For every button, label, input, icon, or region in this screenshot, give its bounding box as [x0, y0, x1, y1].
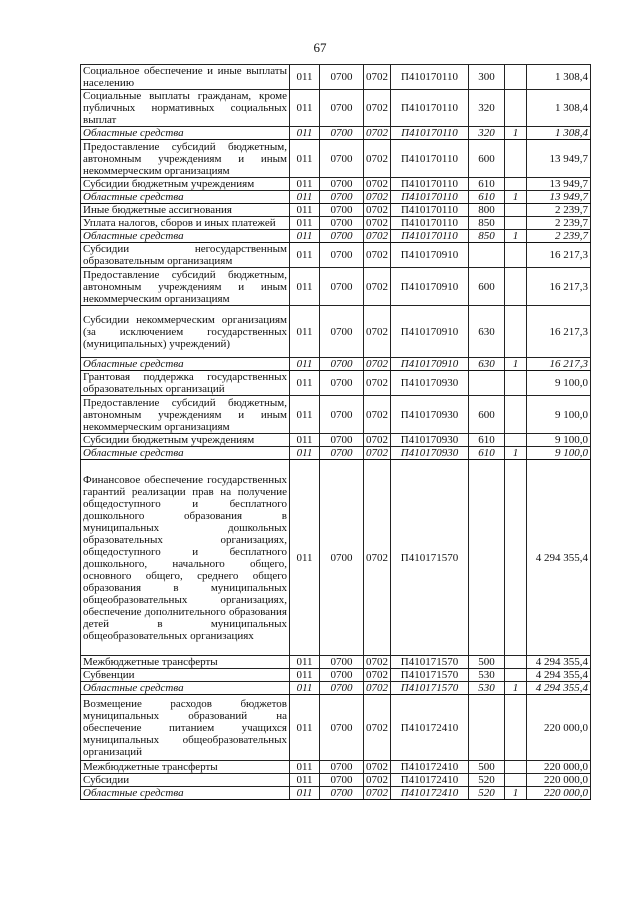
row-rz: 0700 [320, 447, 364, 460]
row-src [505, 434, 527, 447]
row-src [505, 774, 527, 787]
row-sum: 16 217,3 [527, 268, 591, 306]
row-vr: 530 [469, 669, 505, 682]
row-ved: 011 [290, 90, 320, 127]
row-name: Субсидии некоммерческим организациям (за исключением государственных (муниципальных) учреждений) [81, 306, 290, 358]
row-ved: 011 [290, 447, 320, 460]
row-name: Иные бюджетные ассигнования [81, 204, 290, 217]
row-vr: 500 [469, 761, 505, 774]
row-pr: 0702 [364, 774, 391, 787]
row-ved: 011 [290, 127, 320, 140]
row-sum: 220 000,0 [527, 774, 591, 787]
table-row [81, 434, 591, 447]
row-name: Социальное обеспечение и иные выплаты населению [81, 65, 290, 90]
row-rz: 0700 [320, 787, 364, 800]
row-vr [469, 243, 505, 268]
row-pr: 0702 [364, 178, 391, 191]
row-vr [469, 695, 505, 761]
row-ved: 011 [290, 140, 320, 178]
row-pr: 0702 [364, 204, 391, 217]
row-sum: 4 294 355,4 [527, 669, 591, 682]
table-row [81, 460, 591, 656]
table-row [81, 90, 591, 127]
row-name: Областные средства [81, 127, 290, 140]
row-csr: П410170930 [391, 447, 469, 460]
row-sum: 2 239,7 [527, 217, 591, 230]
row-sum: 13 949,7 [527, 191, 591, 204]
row-csr: П410172410 [391, 787, 469, 800]
row-ved: 011 [290, 204, 320, 217]
row-csr: П410170110 [391, 140, 469, 178]
row-src [505, 371, 527, 396]
row-vr: 320 [469, 90, 505, 127]
row-name: Предоставление субсидий бюджетным, автономным учреждениям и иным некоммерческим организациям [81, 140, 290, 178]
page-number: 67 [313, 40, 327, 55]
row-src: 1 [505, 682, 527, 695]
table-row [81, 371, 591, 396]
row-src: 1 [505, 230, 527, 243]
row-rz: 0700 [320, 230, 364, 243]
row-csr: П410170910 [391, 358, 469, 371]
row-pr: 0702 [364, 396, 391, 434]
row-ved: 011 [290, 656, 320, 669]
row-pr: 0702 [364, 306, 391, 358]
row-vr: 320 [469, 127, 505, 140]
row-name: Областные средства [81, 358, 290, 371]
row-vr: 630 [469, 358, 505, 371]
row-src [505, 243, 527, 268]
table-row [81, 695, 591, 761]
row-rz: 0700 [320, 396, 364, 434]
row-src [505, 460, 527, 656]
row-pr: 0702 [364, 191, 391, 204]
table-row [81, 787, 591, 800]
row-rz: 0700 [320, 306, 364, 358]
row-name: Возмещение расходов бюджетов муниципальных образований на обеспечение питанием учащихся муниципальных общеобразовательных организаций [81, 695, 290, 761]
row-sum: 9 100,0 [527, 396, 591, 434]
row-ved: 011 [290, 306, 320, 358]
row-csr: П410170110 [391, 127, 469, 140]
row-src [505, 695, 527, 761]
row-vr: 850 [469, 217, 505, 230]
row-src [505, 306, 527, 358]
row-rz: 0700 [320, 268, 364, 306]
row-sum: 9 100,0 [527, 371, 591, 396]
row-name: Субсидии бюджетным учреждениям [81, 434, 290, 447]
row-csr: П410170930 [391, 371, 469, 396]
row-rz: 0700 [320, 65, 364, 90]
row-rz: 0700 [320, 358, 364, 371]
row-vr: 500 [469, 656, 505, 669]
row-name: Предоставление субсидий бюджетным, автономным учреждениям и иным некоммерческим организациям [81, 268, 290, 306]
row-csr: П410170110 [391, 230, 469, 243]
row-vr: 600 [469, 396, 505, 434]
row-vr: 610 [469, 434, 505, 447]
row-pr: 0702 [364, 268, 391, 306]
row-ved: 011 [290, 434, 320, 447]
row-pr: 0702 [364, 787, 391, 800]
table-row [81, 204, 591, 217]
row-src [505, 217, 527, 230]
row-rz: 0700 [320, 761, 364, 774]
row-src: 1 [505, 447, 527, 460]
row-vr: 630 [469, 306, 505, 358]
row-sum: 13 949,7 [527, 140, 591, 178]
row-csr: П410170110 [391, 204, 469, 217]
row-pr: 0702 [364, 90, 391, 127]
row-ved: 011 [290, 191, 320, 204]
row-pr: 0702 [364, 243, 391, 268]
row-ved: 011 [290, 695, 320, 761]
table-row [81, 127, 591, 140]
row-src [505, 140, 527, 178]
row-csr: П410171570 [391, 460, 469, 656]
table-row [81, 358, 591, 371]
table-row [81, 306, 591, 358]
row-ved: 011 [290, 65, 320, 90]
row-csr: П410171570 [391, 682, 469, 695]
row-pr: 0702 [364, 371, 391, 396]
row-name: Областные средства [81, 447, 290, 460]
row-sum: 4 294 355,4 [527, 682, 591, 695]
row-ved: 011 [290, 396, 320, 434]
row-rz: 0700 [320, 774, 364, 787]
row-pr: 0702 [364, 695, 391, 761]
row-rz: 0700 [320, 140, 364, 178]
row-pr: 0702 [364, 434, 391, 447]
row-src [505, 396, 527, 434]
table-row [81, 178, 591, 191]
row-name: Областные средства [81, 787, 290, 800]
row-vr: 610 [469, 447, 505, 460]
table-row [81, 65, 591, 90]
row-sum: 220 000,0 [527, 761, 591, 774]
row-sum: 4 294 355,4 [527, 656, 591, 669]
row-name: Субсидии негосударственным образовательным организациям [81, 243, 290, 268]
row-csr: П410172410 [391, 695, 469, 761]
row-pr: 0702 [364, 460, 391, 656]
row-src: 1 [505, 787, 527, 800]
row-rz: 0700 [320, 434, 364, 447]
row-rz: 0700 [320, 460, 364, 656]
table-row [81, 217, 591, 230]
row-rz: 0700 [320, 669, 364, 682]
table-row [81, 268, 591, 306]
row-ved: 011 [290, 178, 320, 191]
table-row [81, 669, 591, 682]
row-name: Грантовая поддержка государственных образовательных организаций [81, 371, 290, 396]
row-src: 1 [505, 358, 527, 371]
row-ved: 011 [290, 230, 320, 243]
row-src [505, 669, 527, 682]
row-sum: 2 239,7 [527, 204, 591, 217]
row-sum: 2 239,7 [527, 230, 591, 243]
row-rz: 0700 [320, 243, 364, 268]
row-ved: 011 [290, 371, 320, 396]
row-pr: 0702 [364, 230, 391, 243]
row-name: Межбюджетные трансферты [81, 761, 290, 774]
budget-table-body [81, 65, 591, 800]
row-pr: 0702 [364, 140, 391, 178]
table-row [81, 682, 591, 695]
row-name: Областные средства [81, 191, 290, 204]
table-row [81, 396, 591, 434]
row-csr: П410172410 [391, 774, 469, 787]
row-sum: 220 000,0 [527, 695, 591, 761]
row-rz: 0700 [320, 127, 364, 140]
row-rz: 0700 [320, 204, 364, 217]
row-src [505, 65, 527, 90]
row-ved: 011 [290, 761, 320, 774]
row-src [505, 178, 527, 191]
row-csr: П410171570 [391, 669, 469, 682]
row-sum: 220 000,0 [527, 787, 591, 800]
row-name: Субсидии [81, 774, 290, 787]
row-rz: 0700 [320, 695, 364, 761]
row-vr: 300 [469, 65, 505, 90]
row-vr: 600 [469, 140, 505, 178]
row-rz: 0700 [320, 191, 364, 204]
row-csr: П410170110 [391, 178, 469, 191]
table-row [81, 140, 591, 178]
row-ved: 011 [290, 460, 320, 656]
row-ved: 011 [290, 787, 320, 800]
row-csr: П410170110 [391, 191, 469, 204]
row-src [505, 268, 527, 306]
row-ved: 011 [290, 669, 320, 682]
row-rz: 0700 [320, 371, 364, 396]
row-vr: 520 [469, 774, 505, 787]
row-csr: П410170910 [391, 268, 469, 306]
row-src: 1 [505, 127, 527, 140]
row-rz: 0700 [320, 656, 364, 669]
row-src [505, 656, 527, 669]
row-rz: 0700 [320, 90, 364, 127]
row-name: Социальные выплаты гражданам, кроме публичных нормативных социальных выплат [81, 90, 290, 127]
table-row [81, 774, 591, 787]
row-rz: 0700 [320, 178, 364, 191]
row-vr: 610 [469, 178, 505, 191]
budget-table [80, 64, 591, 800]
row-ved: 011 [290, 774, 320, 787]
row-name: Предоставление субсидий бюджетным, автономным учреждениям и иным некоммерческим организациям [81, 396, 290, 434]
row-vr: 520 [469, 787, 505, 800]
row-pr: 0702 [364, 682, 391, 695]
row-name: Субсидии бюджетным учреждениям [81, 178, 290, 191]
row-ved: 011 [290, 682, 320, 695]
row-vr: 600 [469, 268, 505, 306]
row-src [505, 204, 527, 217]
row-csr: П410170110 [391, 65, 469, 90]
row-csr: П410170910 [391, 243, 469, 268]
row-vr [469, 460, 505, 656]
row-sum: 1 308,4 [527, 90, 591, 127]
row-csr: П410170110 [391, 217, 469, 230]
row-rz: 0700 [320, 217, 364, 230]
row-name: Межбюджетные трансферты [81, 656, 290, 669]
row-pr: 0702 [364, 447, 391, 460]
row-ved: 011 [290, 217, 320, 230]
row-name: Областные средства [81, 230, 290, 243]
row-name: Уплата налогов, сборов и иных платежей [81, 217, 290, 230]
row-src: 1 [505, 191, 527, 204]
row-pr: 0702 [364, 656, 391, 669]
table-row [81, 191, 591, 204]
row-pr: 0702 [364, 358, 391, 371]
table-row [81, 230, 591, 243]
row-sum: 1 308,4 [527, 127, 591, 140]
row-ved: 011 [290, 268, 320, 306]
row-csr: П410170930 [391, 396, 469, 434]
row-sum: 13 949,7 [527, 178, 591, 191]
row-name: Финансовое обеспечение государственных гарантий реализации прав на получение общедоступного и бесплатного дошкольного образования в муниципальных дошкольных образовательных организациях, общедоступного и бесплатного дошкольного, начального общего, основного общего, среднего общего образования в муниципальных общеобразовательных организациях, обеспечение дополнительного образования детей в муниципальных общеобразовательных организациях [81, 460, 290, 656]
row-src [505, 90, 527, 127]
row-vr: 850 [469, 230, 505, 243]
row-csr: П410170110 [391, 90, 469, 127]
row-vr: 610 [469, 191, 505, 204]
row-pr: 0702 [364, 65, 391, 90]
row-sum: 16 217,3 [527, 306, 591, 358]
row-vr [469, 371, 505, 396]
row-name: Субвенции [81, 669, 290, 682]
row-ved: 011 [290, 243, 320, 268]
row-vr: 530 [469, 682, 505, 695]
row-pr: 0702 [364, 217, 391, 230]
row-pr: 0702 [364, 669, 391, 682]
table-row [81, 656, 591, 669]
row-rz: 0700 [320, 682, 364, 695]
row-csr: П410170930 [391, 434, 469, 447]
row-csr: П410172410 [391, 761, 469, 774]
row-sum: 9 100,0 [527, 447, 591, 460]
row-name: Областные средства [81, 682, 290, 695]
row-sum: 1 308,4 [527, 65, 591, 90]
row-vr: 800 [469, 204, 505, 217]
table-row [81, 761, 591, 774]
row-pr: 0702 [364, 127, 391, 140]
row-src [505, 761, 527, 774]
row-csr: П410170910 [391, 306, 469, 358]
table-row [81, 243, 591, 268]
table-row [81, 447, 591, 460]
row-sum: 16 217,3 [527, 358, 591, 371]
row-sum: 9 100,0 [527, 434, 591, 447]
row-csr: П410171570 [391, 656, 469, 669]
row-sum: 16 217,3 [527, 243, 591, 268]
row-pr: 0702 [364, 761, 391, 774]
row-ved: 011 [290, 358, 320, 371]
row-sum: 4 294 355,4 [527, 460, 591, 656]
